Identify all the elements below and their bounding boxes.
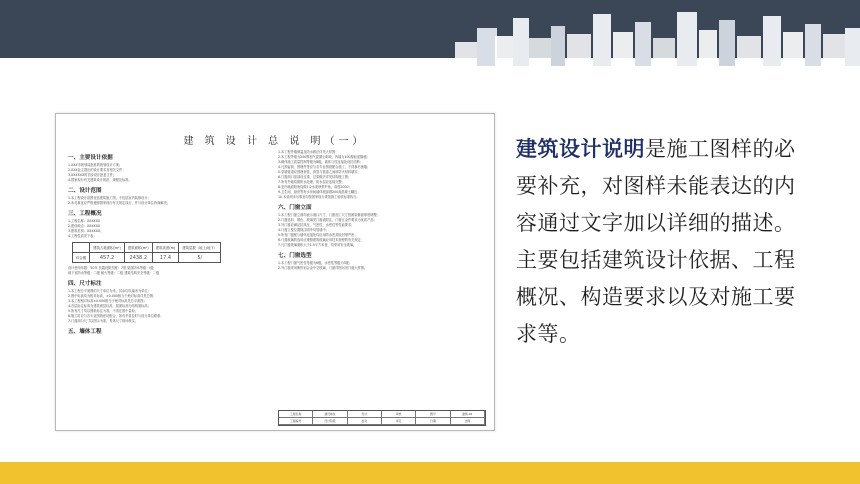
text-line: 4.国家现行有关建筑设计规范、规程及标准。 (68, 178, 132, 182)
text-line: 2.本工程外墙为200厚加气混凝土砌块，内墙为100厚轻质隔墙； (278, 155, 370, 159)
text-line: 3.外门窗应满足抗风压、气密性、水密性等性能要求； (278, 223, 355, 227)
table-header-cell: 建筑占地面积(m²) (90, 243, 125, 253)
text-line: 5.所有尺寸均以图纸标注为准，不得在图中量取； (68, 309, 138, 313)
text-line: 1.XXX市规划局批准的规划设计方案； (68, 163, 123, 167)
text-line: 4.各层标注标高为建筑面层标高，屋面标高为结构面标高； (68, 304, 151, 308)
text-line: 3.XXXXXX的初步设计批复文件； (68, 173, 117, 177)
title-block-cell: 建设单位 (313, 411, 347, 418)
title-block-cell: 工程编号 (279, 418, 313, 425)
title-block-cell: 图号 (416, 411, 450, 418)
bottom-banner (0, 462, 860, 484)
text-line: 7.凡门窗玻璃面积大于1.5平方米者，均采用安全玻璃。 (278, 243, 357, 247)
table-row-label: 综合楼 (73, 253, 90, 263)
table-note: 设计使用年限：50年 抗震设防烈度：7度 屋面防水等级：I级 (68, 266, 154, 270)
text-line: 4.凡预留洞、预埋件等应与各专业图纸配合施工，不得事后凿墙； (278, 165, 371, 169)
section-heading: 七、门窗选型 (278, 253, 312, 259)
text-line: 1.本工程设计范围包括建筑施工图，不包括室内装修设计； (68, 196, 151, 200)
title-block-cell: 比例 (451, 418, 485, 425)
table-cell: 2438.2 (124, 253, 152, 263)
design-description-drawing (55, 113, 495, 431)
section-heading: 五、墙体工程 (68, 329, 102, 335)
text-line: 5.穿墙管道应预埋套管，套管与管道之间用防火材料填实； (278, 170, 361, 174)
section-heading: 四、尺寸标注 (68, 281, 102, 287)
table-note: 地下室防水等级：二级 耐火等级：二级 建筑结构安全等级：二级 (68, 271, 160, 275)
table-header-cell: 建筑高度(m) (152, 243, 179, 253)
table-cell: 5/ (179, 253, 221, 263)
title-block-cell: 设计 (348, 411, 382, 418)
title-block-cell: 审定 (382, 418, 416, 425)
table-cell: 457.2 (90, 253, 125, 263)
table-cell: 17.4 (152, 253, 179, 263)
text-line: 1.本工程总平面图的尺寸单位为米，其余均以毫米为单位； (68, 289, 151, 293)
text-line: 6.施工时应与各专业图纸密切配合，如有矛盾及时与设计单位联系； (68, 314, 164, 318)
table-header-cell: 建筑层数（地上/地下） (179, 243, 221, 253)
description-paragraph (516, 131, 806, 353)
text-line: 2.外门窗采用断热铝合金中空玻璃，门窗详图另见门窗大样图。 (278, 266, 368, 270)
text-line: 10.本说明未尽事宜均按国家现行规范施工验收标准执行。 (278, 195, 360, 199)
text-line: 1.本工程门窗立面均表示洞口尺寸，门窗加工尺寸按照装修面厚度调整； (278, 213, 380, 217)
title-block-cell: 设计阶段 (313, 418, 347, 425)
text-line: 3.砌体施工质量控制等级为B级，墙体与柱连接处设拉结筋； (278, 160, 363, 164)
section-heading: 三、工程概况 (68, 211, 102, 217)
table-corner-cell (73, 243, 90, 253)
description-text: 是施工图样的必要补充，对图样未能表达的内容通过文字加以详细的描述。主要包括建筑设计依据、工程概况、构造要求以及对施工要求等。 (516, 137, 796, 346)
text-line: 6.门窗玻璃的选用应遵照建筑玻璃应用技术规程的有关规定； (278, 238, 364, 242)
description-highlight: 建筑设计说明 (516, 137, 645, 161)
text-line: 6.门窗洞口顶部设过梁，过梁做法详见结构施工图； (278, 175, 352, 179)
text-line: 2.XXX业主提出的设计要求及相关文件； (68, 168, 126, 172)
title-block-cell: 建施-01 (451, 411, 485, 418)
text-line: 3.本工程相对标高±0.000相当于绝对标高见总平面图； (68, 299, 147, 303)
text-line: 1.本工程外墙保温及防水做法详见大样图； (278, 150, 339, 154)
drawing-right-column (278, 150, 484, 271)
project-info-table (72, 242, 221, 263)
title-block-cell: 日期 (416, 418, 450, 425)
city-skyline-illustration (455, 8, 860, 66)
text-line: 9.卫生间、厨房等有水房间墙体根部做200高混凝土翻边； (278, 190, 361, 194)
section-heading: 六、门窗立面 (278, 205, 312, 211)
text-line: 2.建设地点：XXXXXX (68, 224, 101, 228)
text-line: 5.所有门窗框与墙体连接处均应用防水密封胶封堵严密； (278, 233, 358, 237)
title-block-cell: 审核 (382, 411, 416, 418)
text-line: 3.建筑类别：XXXXXX。 (68, 229, 104, 233)
drawing-left-column (68, 150, 274, 337)
title-block-cell: 工程名称 (279, 411, 313, 418)
text-line: 2.未尽事宜应严格遵照国家现行有关规定执行，并与设计单位协商解决。 (68, 201, 170, 205)
text-line: 1.本工程门窗气密性等级为6级，水密性等级为3级； (278, 261, 353, 265)
drawing-title-block (278, 410, 486, 426)
text-line: 7.门窗洞口尺寸以图示为准，具体尺寸现场核实。 (68, 319, 138, 323)
table-header-cell: 建筑面积(m²) (124, 243, 152, 253)
text-line: 8.室内墙面阳角均做1:2水泥砂浆护角，高度2000； (278, 185, 352, 189)
drawing-title: 建 筑 设 计 总 说 明（一） (183, 136, 367, 147)
text-line: 2.门窗选料、颜色、玻璃见门窗表附注，门窗五金件要求为优质产品； (278, 218, 377, 222)
text-line: 7.所有外墙均做防水处理，防水层应连续完整； (278, 180, 345, 184)
section-heading: 二、设计范围 (68, 188, 102, 194)
text-line: 2.图中标高均为相对标高，±0.000相当于绝对标高详见总图； (68, 294, 157, 298)
text-line: 4.门窗立樘位置除注明外均居墙中； (278, 228, 329, 232)
text-line: 4.工程性质见下表： (68, 234, 97, 238)
text-line: 1.工程名称：XXXXXX (68, 219, 101, 223)
section-heading: 一、主要设计依据 (68, 155, 113, 161)
title-block-cell: 校对 (348, 418, 382, 425)
